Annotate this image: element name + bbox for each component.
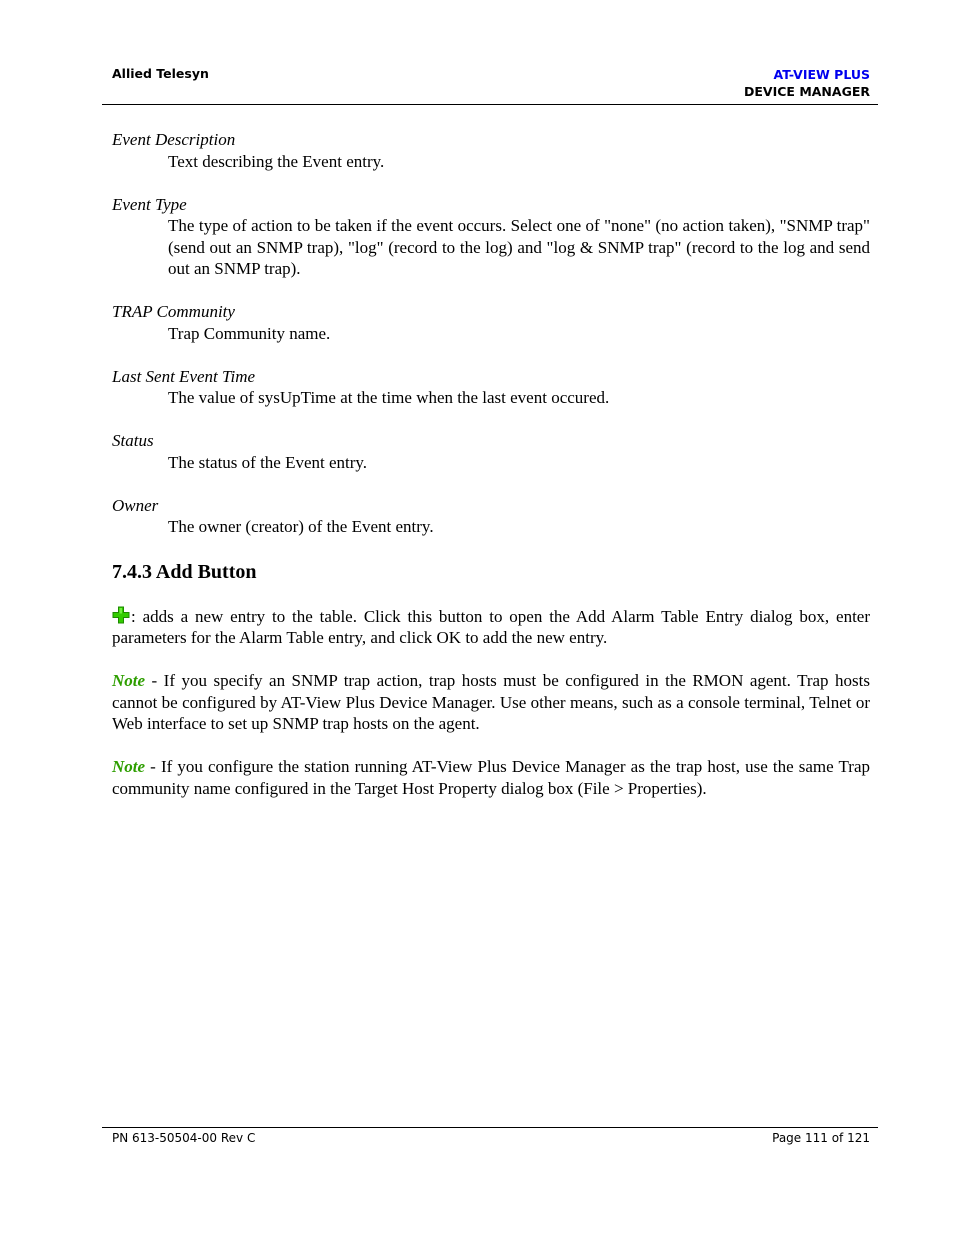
definition-term: Last Sent Event Time bbox=[112, 366, 256, 386]
definition-last-sent-event-time bbox=[112, 366, 870, 409]
header-product: AT-VIEW PLUS bbox=[773, 67, 870, 82]
definition-text: Text describing the Event entry. bbox=[168, 151, 385, 171]
definition-text: The owner (creator) of the Event entry. bbox=[168, 517, 434, 536]
plus-icon bbox=[112, 606, 130, 624]
note-trap-community bbox=[112, 756, 870, 799]
section-heading: 7.4.3 Add Button bbox=[112, 560, 257, 583]
definition-event-description bbox=[112, 129, 870, 172]
definition-term: Event Type bbox=[112, 194, 187, 214]
footer-page-number: Page 111 of 121 bbox=[772, 1131, 870, 1145]
note-label: Note bbox=[112, 757, 146, 776]
note-trap-hosts bbox=[112, 670, 870, 735]
definition-text: The status of the Event entry. bbox=[168, 452, 368, 472]
definition-term: TRAP Community bbox=[112, 302, 235, 321]
definition-term: Status bbox=[112, 431, 154, 450]
definition-term: Event Description bbox=[112, 130, 236, 149]
add-button-text: : adds a new entry to the table. Click this button to open the Add Alarm Table Entry dialog box, enter parameters for the Alarm Table entry, and click OK to add the new entry. bbox=[112, 606, 870, 647]
note-text: - If you configure the station running AT-View Plus Device Manager as the trap host, use the same Trap community name configured in the Target Host Property dialog box (File > Properties). bbox=[112, 757, 870, 798]
header-product-block bbox=[744, 66, 870, 100]
add-button-description bbox=[112, 606, 870, 649]
definition-text: Trap Community name. bbox=[168, 323, 331, 343]
header-subtitle: DEVICE MANAGER bbox=[744, 84, 870, 99]
header-divider bbox=[102, 104, 878, 105]
definition-text: The value of sysUpTime at the time when the last event occured. bbox=[168, 388, 610, 407]
header-company: Allied Telesyn bbox=[112, 66, 209, 81]
definition-term: Owner bbox=[112, 495, 159, 515]
footer-divider bbox=[102, 1127, 878, 1128]
note-text: - If you specify an SNMP trap action, trap hosts must be configured in the RMON agent. Trap hosts cannot be configured by AT-View Plus Device Manager. Use other means, such as a console terminal, Telnet or Web interface to set up SNMP trap hosts on the agent. bbox=[112, 671, 870, 733]
definition-trap-community bbox=[112, 301, 870, 344]
definition-owner bbox=[112, 495, 870, 538]
definition-event-type bbox=[112, 194, 870, 280]
footer-part-number: PN 613-50504-00 Rev C bbox=[112, 1131, 256, 1145]
definition-status bbox=[112, 430, 870, 473]
note-label: Note bbox=[112, 671, 146, 690]
main-content bbox=[112, 129, 870, 821]
definition-text: The type of action to be taken if the event occurs. Select one of "none" (no action taken), "SNMP trap" (send out an SNMP trap), "log" (record to the log) and "log & SNMP trap" (record to the log and send out an SNMP trap). bbox=[168, 216, 870, 278]
